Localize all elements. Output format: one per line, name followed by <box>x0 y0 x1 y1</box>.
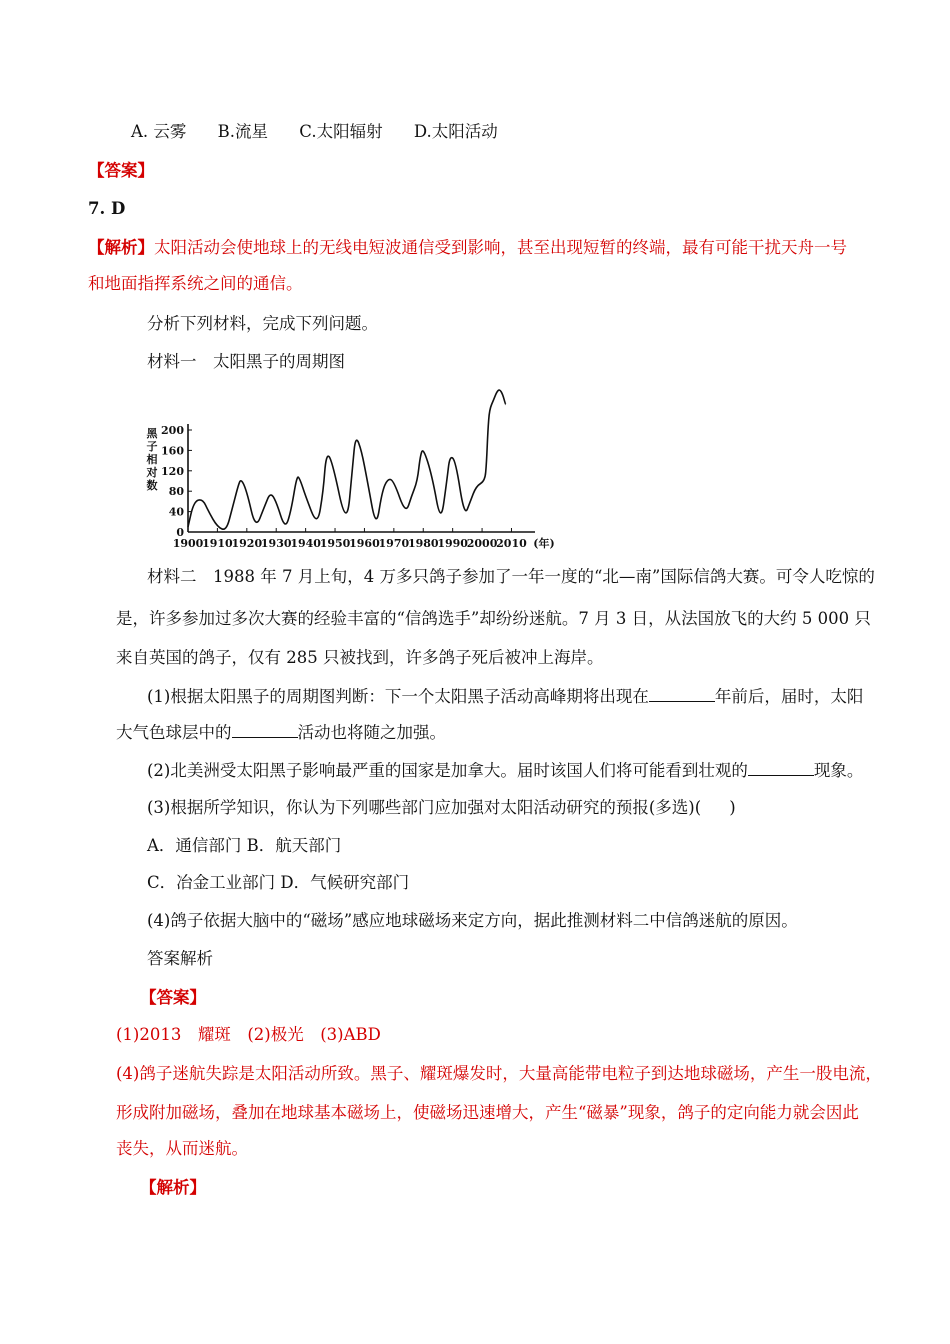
chart-x-tick-label: 1940 <box>290 537 321 550</box>
q8-2-text-a: (2)北美洲受太阳黑子影响最严重的国家是加拿大。届时该国人们将可能看到壮观的 <box>147 761 748 780</box>
q7-options-row <box>131 121 524 143</box>
chart-xlabel: (年) <box>533 537 555 550</box>
q8-2-blank <box>748 761 814 776</box>
q8-3-text-b: ) <box>729 798 736 817</box>
chart-series-line <box>188 390 506 529</box>
q8-1-text-b: 年前后，届时，太阳 <box>714 687 864 706</box>
q8-4-line: (4)鸽子依据大脑中的“磁场”感应地球磁场来定方向，据此推测材料二中信鸽迷航的原因。 <box>147 911 798 930</box>
chart-x-tick-label: 1990 <box>437 537 468 550</box>
material2-line1: 材料二 1988 年 7 月上旬，4 万多只鸽子参加了一年一度的“北—南”国际信鸽大赛。可令人吃惊的 <box>147 567 875 586</box>
chart-x-tick-label: 1900 <box>172 537 204 550</box>
chart-x-tick-label: 2000 <box>466 537 498 550</box>
q8-3-text-a: (3)根据所学知识，你认为下列哪些部门应加强对太阳活动研究的预报(多选)( <box>147 798 702 817</box>
material1-title: 材料一 太阳黑子的周期图 <box>147 352 345 371</box>
q8-3-line <box>147 797 736 819</box>
q7-option-b: B.流星 <box>217 122 269 141</box>
q8-1-blank-year <box>649 687 715 702</box>
chart-y-tick-label: 120 <box>161 464 184 478</box>
q8-1-text-d: 活动也将随之加强。 <box>297 723 446 742</box>
q8-1-line2 <box>116 722 446 744</box>
chart-ylabel-char: 相 <box>146 453 158 466</box>
q8-answer1: (1)2013 耀斑 (2)极光 (3)ABD <box>116 1025 381 1044</box>
q7-option-d: D.太阳活动 <box>413 122 498 141</box>
chart-x-tick-label: 1930 <box>260 537 292 550</box>
chart-x-tick-label: 1960 <box>349 537 380 550</box>
chart-ylabel-char: 黑 <box>146 427 158 440</box>
q7-answer-tag: 【答案】 <box>88 161 154 180</box>
chart-x-tick-label: 1950 <box>319 537 351 550</box>
q8-answer4-line3: 丧失，从而迷航。 <box>116 1139 248 1158</box>
chart-y-tick-label: 200 <box>161 424 184 437</box>
q8-answer4-line2: 形成附加磁场，叠加在地球基本磁场上，使磁场迅速增大，产生“磁暴”现象，鸽子的定向能力就会因此 <box>116 1103 859 1122</box>
chart-x-tick-label: 2010 <box>496 537 527 550</box>
q8-2-text-b: 现象。 <box>813 761 864 780</box>
chart-x-tick-label: 1920 <box>231 537 263 550</box>
chart-y-tick-label: 40 <box>168 505 184 519</box>
q8-answer-tag: 【答案】 <box>140 988 206 1007</box>
chart-ylabel-char: 子 <box>146 440 158 453</box>
chart-x-tick-label: 1980 <box>407 537 439 550</box>
chart-x-tick-label: 1970 <box>378 537 410 550</box>
chart-y-tick-label: 80 <box>168 485 184 499</box>
chart-ylabel-char: 对 <box>146 466 158 479</box>
q8-analysis-tag: 【解析】 <box>140 1178 206 1197</box>
sunspot-chart <box>140 382 560 554</box>
q7-analysis-line2: 和地面指挥系统之间的通信。 <box>88 274 303 293</box>
q8-1-text-c: 大气色球层中的 <box>116 723 232 742</box>
chart-y-tick-label: 0 <box>176 526 184 539</box>
material2-line3: 来自英国的鸽子，仅有 285 只被找到，许多鸽子死后被冲上海岸。 <box>116 648 604 667</box>
q7-answer: 7. D <box>88 199 126 218</box>
chart-ylabel-char: 数 <box>146 479 158 492</box>
q7-analysis-text1: 太阳活动会使地球上的无线电短波通信受到影响，甚至出现短暂的终端，最有可能干扰天舟一号 <box>154 238 847 257</box>
answer-heading: 答案解析 <box>147 949 213 968</box>
q8-answer4-line1: (4)鸽子迷航失踪是太阳活动所致。黑子、耀斑爆发时，大量高能带电粒子到达地球磁场，产生一股电流， <box>116 1064 882 1083</box>
sunspot-chart-svg <box>140 382 560 554</box>
q8-2-line <box>147 760 863 782</box>
chart-y-tick-label: 160 <box>161 444 184 458</box>
q8-1-text-a: (1)根据太阳黑子的周期图判断：下一个太阳黑子活动高峰期将出现在 <box>147 687 649 706</box>
q8-intro: 分析下列材料，完成下列问题。 <box>147 314 378 333</box>
q8-3-options-cd: C．冶金工业部门 D．气候研究部门 <box>147 873 410 892</box>
q8-3-options-ab: A．通信部门 B．航天部门 <box>147 836 342 855</box>
material2-line2: 是，许多参加过多次大赛的经验丰富的“信鸽选手”却纷纷迷航。7 月 3 日，从法国放飞的大约 5 000 只 <box>116 609 871 628</box>
chart-x-tick-label: 1910 <box>202 537 233 550</box>
q8-1-line1 <box>147 686 863 708</box>
q7-option-a: A. 云雾 <box>131 122 187 141</box>
q8-1-blank-activity <box>232 723 298 738</box>
q7-analysis-line1 <box>88 237 847 259</box>
q7-option-c: C.太阳辐射 <box>299 122 383 141</box>
q7-analysis-tag: 【解析】 <box>88 238 154 257</box>
